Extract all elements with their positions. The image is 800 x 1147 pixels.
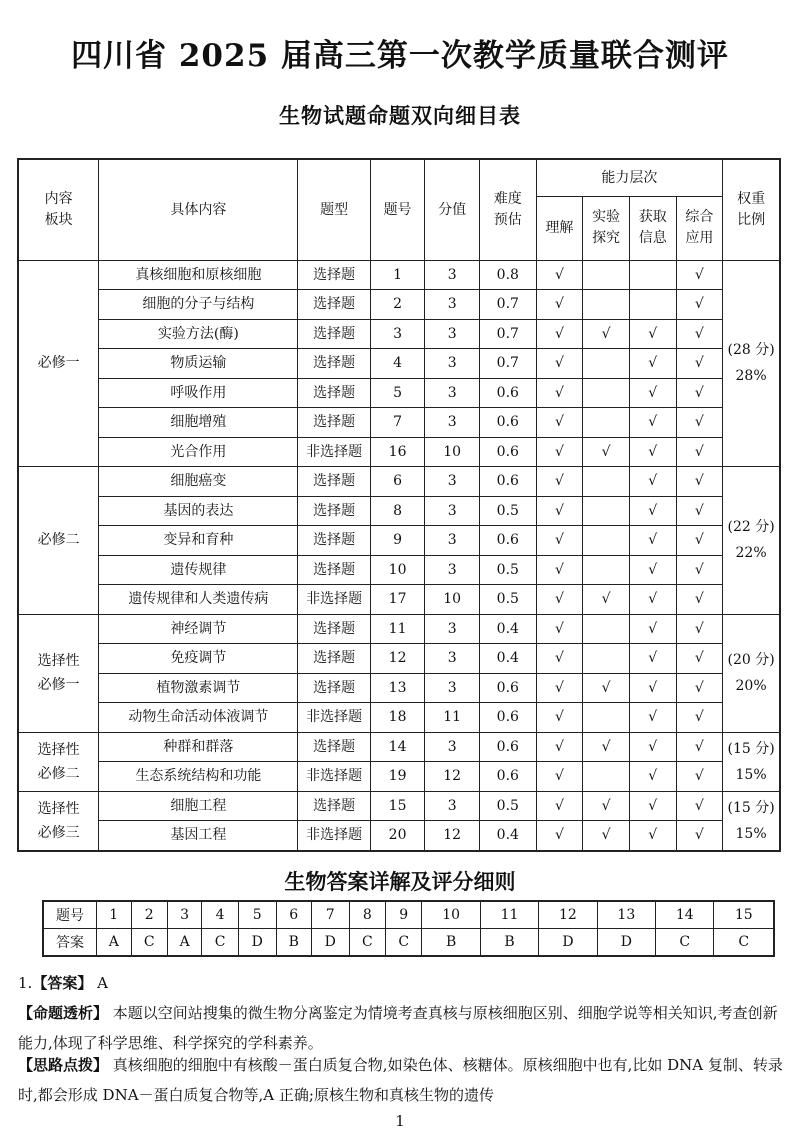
score-cell: 3: [425, 260, 480, 290]
ability-check-cell: √: [536, 644, 583, 674]
answer-key-question: 4: [202, 901, 238, 929]
content-cell: 物质运输: [99, 349, 298, 379]
score-cell: 3: [425, 290, 480, 320]
idea-tag: 【思路点拨】: [18, 1056, 109, 1074]
score-cell: 3: [425, 408, 480, 438]
ability-check-cell: √: [676, 673, 723, 703]
difficulty-cell: 0.7: [479, 290, 536, 320]
weight-score: (20 分): [727, 652, 775, 668]
ability-check-cell: √: [536, 349, 583, 379]
type-cell: 选择题: [298, 319, 370, 349]
ability-check-cell: √: [629, 437, 676, 467]
content-cell: 光合作用: [99, 437, 298, 467]
score-cell: 3: [425, 614, 480, 644]
table-row: [18, 467, 780, 497]
module-cell: 选择性 必修三: [18, 791, 99, 851]
ability-check-cell: √: [629, 762, 676, 792]
number-cell: 4: [370, 349, 425, 379]
ability-check-cell: √: [676, 703, 723, 733]
ability-check-cell: √: [629, 703, 676, 733]
ability-check-cell: √: [536, 732, 583, 762]
difficulty-cell: 0.6: [479, 467, 536, 497]
ability-check-cell: √: [536, 791, 583, 821]
header-ability-col: 综合 应用: [676, 196, 723, 260]
number-cell: 1: [370, 260, 425, 290]
type-cell: 选择题: [298, 260, 370, 290]
difficulty-cell: 0.6: [479, 732, 536, 762]
ability-check-cell: √: [676, 526, 723, 556]
content-cell: 生态系统结构和功能: [99, 762, 298, 792]
ability-check-cell: √: [629, 791, 676, 821]
difficulty-cell: 0.4: [479, 821, 536, 851]
header-weight-text: 权重 比例: [737, 190, 766, 228]
ability-check-cell: √: [629, 644, 676, 674]
weight-cell: [723, 732, 780, 791]
answer-key-answer: A: [97, 929, 132, 957]
ability-check-cell: √: [629, 673, 676, 703]
ability-check-cell: √: [629, 408, 676, 438]
ability-check-cell: √: [629, 821, 676, 851]
type-cell: 选择题: [298, 467, 370, 497]
content-cell: 真核细胞和原核细胞: [99, 260, 298, 290]
header-ability-col: 理解: [536, 196, 583, 260]
table-row: [18, 349, 780, 379]
number-cell: 20: [370, 821, 425, 851]
content-cell: 细胞的分子与结构: [99, 290, 298, 320]
number-cell: 12: [370, 644, 425, 674]
difficulty-cell: 0.4: [479, 644, 536, 674]
intent-paragraph: [18, 998, 788, 1058]
table-row: [18, 585, 780, 615]
header-difficulty: [479, 159, 536, 260]
number-cell: 16: [370, 437, 425, 467]
type-cell: 选择题: [298, 496, 370, 526]
ability-check-cell: [583, 260, 630, 290]
ability-check-cell: √: [676, 614, 723, 644]
ability-check-cell: √: [583, 437, 630, 467]
score-cell: 3: [425, 644, 480, 674]
module-cell: 必修一: [18, 260, 99, 467]
score-cell: 10: [425, 585, 480, 615]
intent-tag: 【命题透析】: [18, 1004, 109, 1022]
ability-check-cell: √: [583, 585, 630, 615]
ability-check-cell: √: [536, 319, 583, 349]
type-cell: 选择题: [298, 791, 370, 821]
ability-check-cell: √: [583, 319, 630, 349]
weight-cell: [723, 467, 780, 615]
answer-key-answer: B: [480, 929, 538, 957]
ability-check-cell: [583, 526, 630, 556]
ability-check-cell: √: [536, 555, 583, 585]
answer-key-a-label: 答案: [43, 929, 97, 957]
number-cell: 17: [370, 585, 425, 615]
difficulty-cell: 0.5: [479, 555, 536, 585]
number-cell: 8: [370, 496, 425, 526]
difficulty-cell: 0.6: [479, 437, 536, 467]
score-cell: 12: [425, 762, 480, 792]
answer-key-answer: D: [311, 929, 349, 957]
ability-check-cell: √: [583, 821, 630, 851]
difficulty-cell: 0.6: [479, 762, 536, 792]
answer-key-answer: B: [276, 929, 311, 957]
difficulty-cell: 0.5: [479, 496, 536, 526]
content-cell: 遗传规律和人类遗传病: [99, 585, 298, 615]
score-cell: 3: [425, 349, 480, 379]
weight-score: (15 分): [727, 799, 775, 816]
table-row: [18, 555, 780, 585]
idea-paragraph: [18, 1050, 788, 1110]
type-cell: 选择题: [298, 555, 370, 585]
type-cell: 非选择题: [298, 437, 370, 467]
number-cell: 2: [370, 290, 425, 320]
table-row: [18, 378, 780, 408]
ability-check-cell: √: [676, 762, 723, 792]
answer-key-question: 14: [656, 901, 714, 929]
ability-check-cell: √: [629, 585, 676, 615]
answer-key-table: [42, 900, 775, 957]
answer-key-question: 8: [349, 901, 385, 929]
answer-key-answer: C: [349, 929, 385, 957]
number-cell: 19: [370, 762, 425, 792]
ability-check-cell: √: [583, 732, 630, 762]
header-module-text: 内容 板块: [44, 190, 73, 228]
ability-check-cell: √: [536, 496, 583, 526]
ability-check-cell: √: [536, 673, 583, 703]
number-cell: 13: [370, 673, 425, 703]
module-cell: 选择性 必修一: [18, 614, 99, 732]
difficulty-cell: 0.6: [479, 703, 536, 733]
weight-percent: 15%: [735, 766, 767, 783]
weight-score: (28 分): [727, 342, 775, 359]
ability-check-cell: √: [676, 821, 723, 851]
weight-cell: [723, 791, 780, 851]
answer-key-answer: D: [539, 929, 597, 957]
table-row: [18, 614, 780, 644]
difficulty-cell: 0.5: [479, 585, 536, 615]
ability-check-cell: √: [676, 644, 723, 674]
answer-key-question: 12: [539, 901, 597, 929]
table-row: [18, 437, 780, 467]
header-content: 具体内容: [99, 159, 298, 260]
content-cell: 细胞癌变: [99, 467, 298, 497]
content-cell: 基因的表达: [99, 496, 298, 526]
ability-check-cell: √: [676, 319, 723, 349]
answer-key-question: 3: [167, 901, 202, 929]
answer-key-question: 10: [422, 901, 480, 929]
ability-check-cell: √: [536, 821, 583, 851]
idea-text: 真核细胞的细胞中有核酸－蛋白质复合物,如染色体、核糖体。原核细胞中也有,比如 DNA 复制、转录时,都会形成 DNA－蛋白质复合物等,A 正确;原核生物和真核生物的遗传: [18, 1056, 783, 1104]
content-cell: 遗传规律: [99, 555, 298, 585]
ability-check-cell: √: [536, 378, 583, 408]
module-cell: 必修二: [18, 467, 99, 615]
table-row: [18, 791, 780, 821]
answer-value: A: [97, 974, 108, 992]
weight-percent: 22%: [735, 545, 767, 562]
table-row: [18, 319, 780, 349]
table-row: [18, 260, 780, 290]
header-module: [18, 159, 99, 260]
answer-key-question: 7: [311, 901, 349, 929]
ability-check-cell: [583, 408, 630, 438]
answer-key-answer: A: [167, 929, 202, 957]
difficulty-cell: 0.6: [479, 378, 536, 408]
answer-key-answer: C: [656, 929, 714, 957]
difficulty-cell: 0.6: [479, 408, 536, 438]
ability-check-cell: √: [629, 319, 676, 349]
number-cell: 6: [370, 467, 425, 497]
difficulty-cell: 0.6: [479, 526, 536, 556]
table-row: [18, 821, 780, 851]
number-cell: 18: [370, 703, 425, 733]
content-cell: 种群和群落: [99, 732, 298, 762]
answer-key-question: 1: [97, 901, 132, 929]
score-cell: 3: [425, 319, 480, 349]
difficulty-cell: 0.7: [479, 349, 536, 379]
header-ability: 能力层次: [536, 159, 723, 196]
number-cell: 7: [370, 408, 425, 438]
header-type: 题型: [298, 159, 370, 260]
ability-check-cell: √: [629, 732, 676, 762]
ability-check-cell: √: [536, 260, 583, 290]
type-cell: 选择题: [298, 349, 370, 379]
header-number: 题号: [370, 159, 425, 260]
answer-key-question: 15: [714, 901, 774, 929]
type-cell: 非选择题: [298, 762, 370, 792]
content-cell: 基因工程: [99, 821, 298, 851]
table-row: [18, 526, 780, 556]
ability-check-cell: √: [676, 732, 723, 762]
number-cell: 11: [370, 614, 425, 644]
score-cell: 3: [425, 673, 480, 703]
content-cell: 神经调节: [99, 614, 298, 644]
type-cell: 选择题: [298, 378, 370, 408]
ability-check-cell: [583, 614, 630, 644]
number-cell: 10: [370, 555, 425, 585]
header-ability-col: 获取 信息: [629, 196, 676, 260]
answer-key-question: 11: [480, 901, 538, 929]
score-cell: 3: [425, 467, 480, 497]
table-row: [18, 703, 780, 733]
score-cell: 11: [425, 703, 480, 733]
type-cell: 非选择题: [298, 585, 370, 615]
answer-key-answer: C: [386, 929, 422, 957]
ability-check-cell: √: [676, 349, 723, 379]
number-cell: 15: [370, 791, 425, 821]
difficulty-cell: 0.7: [479, 319, 536, 349]
page-number: 1: [395, 1112, 405, 1130]
header-difficulty-text: 难度 预估: [493, 190, 522, 228]
page-subtitle: 生物试题命题双向细目表: [279, 104, 521, 128]
score-cell: 3: [425, 732, 480, 762]
answer-key-question: 6: [276, 901, 311, 929]
table-row: [18, 290, 780, 320]
table-row: [18, 673, 780, 703]
ability-check-cell: √: [629, 349, 676, 379]
number-cell: 5: [370, 378, 425, 408]
ability-check-cell: √: [676, 378, 723, 408]
ability-check-cell: √: [676, 290, 723, 320]
weight-cell: [723, 614, 780, 732]
content-cell: 变异和育种: [99, 526, 298, 556]
ability-check-cell: √: [629, 526, 676, 556]
content-cell: 植物激素调节: [99, 673, 298, 703]
table-row: [18, 408, 780, 438]
answers-title: 生物答案详解及评分细则: [284, 870, 516, 894]
score-cell: 3: [425, 526, 480, 556]
answer-key-answer: C: [131, 929, 167, 957]
type-cell: 非选择题: [298, 821, 370, 851]
ability-check-cell: √: [536, 290, 583, 320]
ability-check-cell: √: [536, 526, 583, 556]
module-cell: 选择性 必修二: [18, 732, 99, 791]
score-cell: 3: [425, 555, 480, 585]
ability-check-cell: √: [536, 467, 583, 497]
content-cell: 细胞增殖: [99, 408, 298, 438]
header-score: 分值: [425, 159, 480, 260]
ability-check-cell: √: [676, 260, 723, 290]
ability-check-cell: √: [536, 585, 583, 615]
table-row: [18, 762, 780, 792]
number-cell: 3: [370, 319, 425, 349]
ability-check-cell: [629, 260, 676, 290]
type-cell: 选择题: [298, 526, 370, 556]
type-cell: 选择题: [298, 673, 370, 703]
specification-table: [17, 158, 781, 852]
ability-check-cell: √: [583, 673, 630, 703]
difficulty-cell: 0.8: [479, 260, 536, 290]
ability-check-cell: √: [629, 614, 676, 644]
ability-check-cell: √: [629, 378, 676, 408]
ability-check-cell: √: [629, 555, 676, 585]
table-row: [18, 496, 780, 526]
ability-check-cell: √: [583, 791, 630, 821]
answer-key-question: 5: [238, 901, 276, 929]
ability-check-cell: [583, 349, 630, 379]
weight-percent: 28%: [735, 368, 767, 385]
ability-check-cell: √: [536, 437, 583, 467]
weight-score: (15 分): [727, 740, 775, 757]
table-row: [18, 732, 780, 762]
difficulty-cell: 0.4: [479, 614, 536, 644]
answer-key-question: 9: [386, 901, 422, 929]
answer-line: [18, 968, 788, 998]
ability-check-cell: √: [536, 762, 583, 792]
answer-key-q-label: 题号: [43, 901, 97, 929]
ability-check-cell: √: [676, 408, 723, 438]
answer-tag: 【答案】: [32, 974, 93, 992]
ability-check-cell: √: [629, 496, 676, 526]
ability-check-cell: √: [536, 614, 583, 644]
weight-percent: 20%: [735, 678, 767, 694]
ability-check-cell: √: [676, 496, 723, 526]
type-cell: 选择题: [298, 732, 370, 762]
ability-check-cell: [583, 555, 630, 585]
intent-text: 本题以空间站搜集的微生物分离鉴定为情境考查真核与原核细胞区别、细胞学说等相关知识,考查创新能力,体现了科学思维、科学探究的学科素养。: [18, 1004, 778, 1052]
content-cell: 呼吸作用: [99, 378, 298, 408]
answer-key-question: 2: [131, 901, 167, 929]
answer-key-answer: D: [597, 929, 655, 957]
type-cell: 选择题: [298, 614, 370, 644]
content-cell: 实验方法(酶): [99, 319, 298, 349]
score-cell: 3: [425, 496, 480, 526]
ability-check-cell: [583, 644, 630, 674]
table-row: [18, 644, 780, 674]
ability-check-cell: √: [676, 555, 723, 585]
content-cell: 动物生命活动体液调节: [99, 703, 298, 733]
weight-cell: [723, 260, 780, 467]
ability-check-cell: [583, 496, 630, 526]
ability-check-cell: √: [676, 467, 723, 497]
page-title: 四川省 2025 届高三第一次教学质量联合测评: [71, 38, 729, 74]
content-cell: 免疫调节: [99, 644, 298, 674]
ability-check-cell: [629, 290, 676, 320]
header-ability-col: 实验 探究: [583, 196, 630, 260]
answer-key-answer: C: [202, 929, 238, 957]
ability-check-cell: [583, 703, 630, 733]
answer-key-answer: B: [422, 929, 480, 957]
score-cell: 10: [425, 437, 480, 467]
question-number: 1.: [18, 974, 33, 992]
type-cell: 选择题: [298, 644, 370, 674]
ability-check-cell: √: [536, 703, 583, 733]
ability-check-cell: √: [676, 585, 723, 615]
ability-check-cell: [583, 378, 630, 408]
ability-check-cell: √: [676, 791, 723, 821]
score-cell: 3: [425, 791, 480, 821]
type-cell: 选择题: [298, 408, 370, 438]
header-weight: [723, 159, 780, 260]
weight-percent: 15%: [735, 825, 767, 842]
type-cell: 非选择题: [298, 703, 370, 733]
score-cell: 3: [425, 378, 480, 408]
ability-check-cell: √: [676, 437, 723, 467]
ability-check-cell: √: [629, 467, 676, 497]
number-cell: 9: [370, 526, 425, 556]
ability-check-cell: [583, 467, 630, 497]
difficulty-cell: 0.6: [479, 673, 536, 703]
answer-key-answer: D: [238, 929, 276, 957]
weight-score: (22 分): [727, 519, 775, 536]
difficulty-cell: 0.5: [479, 791, 536, 821]
score-cell: 12: [425, 821, 480, 851]
number-cell: 14: [370, 732, 425, 762]
ability-check-cell: [583, 290, 630, 320]
ability-check-cell: √: [536, 408, 583, 438]
content-cell: 细胞工程: [99, 791, 298, 821]
answer-key-question: 13: [597, 901, 655, 929]
answer-key-answer: C: [714, 929, 774, 957]
ability-check-cell: [583, 762, 630, 792]
type-cell: 选择题: [298, 290, 370, 320]
